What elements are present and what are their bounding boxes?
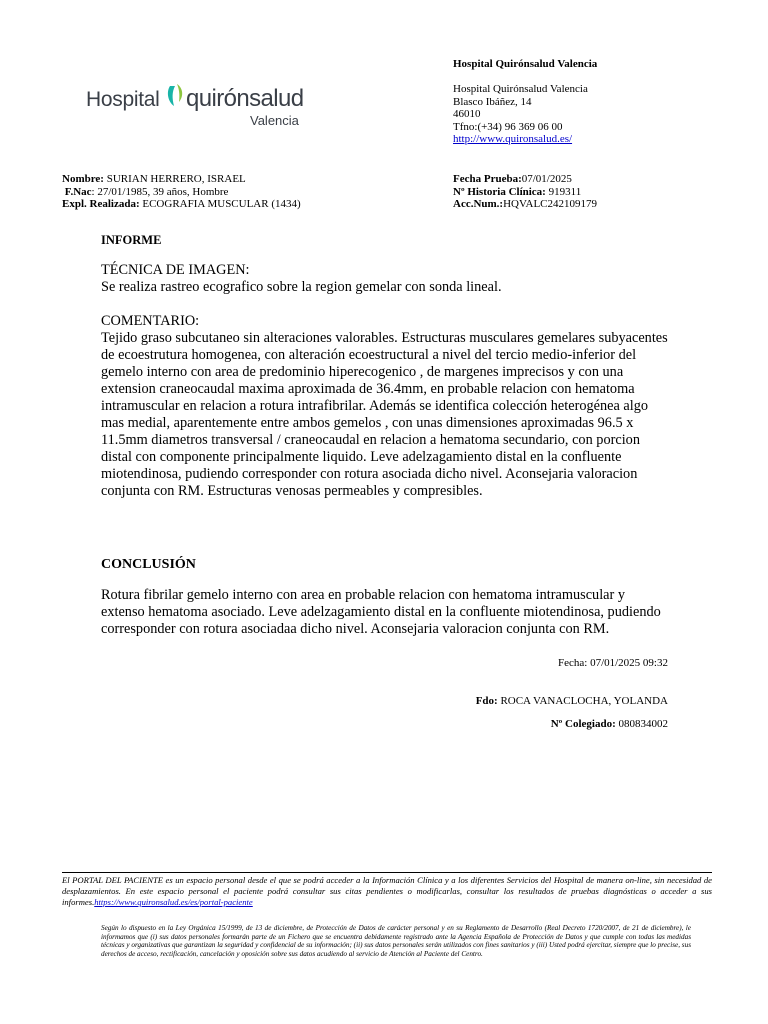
history-number: 919311 (548, 185, 582, 198)
portal-link[interactable]: https://www.quironsalud.es/es/portal-paciente (94, 897, 253, 907)
comment-title: COMENTARIO: (101, 313, 200, 329)
portal-text: El PORTAL DEL PACIENTE es un espacio personal desde el que se podrá acceder a la Información Clínica y a los diferentes Servicios del Hospital de manera on-line, sin necesidad de desplazamientos. En este espacio personal el paciente podrá consultar sus citas pendientes o modificarlas, consultar los resultados de pruebas diagnósticas o acceder a sus informes. (62, 875, 712, 907)
technique-title: TÉCNICA DE IMAGEN: (101, 262, 250, 278)
hospital-street: Blasco Ibáñez, 14 (453, 95, 532, 108)
signature-line (476, 695, 668, 707)
exam-date: 07/01/2025 (521, 173, 572, 185)
patient-dob: : 27/01/1985, 39 años, Hombre (91, 185, 229, 198)
hospital-website-link[interactable]: http://www.quironsalud.es/ (453, 133, 573, 145)
comment-text: Tejido graso subcutaneo sin alteraciones valorables. Estructuras musculares gemelares subyacentes de ecoestrutura homogenea, con alteración ecoestructural a nivel del tercio medio-inferior del gemelo interno con area de predominio hiperecogenico , de margenes imprecisos y con una extension craneocaudal maxima aproximada de 36.4mm, en probable relacion con hematoma intramuscular en relacion a rotura intrafibrilar. Además se identifica colección heterogénea algo mas medial, aparentemente entre ambos gemelos , con unas dimensiones aproximadas 96.5 x 11.5mm diametros transversal / craneocaudal en relacion a hematoma secundario, con porcion distal con componente principalmente liquido. Leve adelzagamiento distal en la confluente miotendinosa, pudiendo corresponder con rotura asociada dicho nivel. Aconsejaria valoracion conjunta con RM. Estructuras venosas permeables y compresibles. (101, 330, 668, 499)
exam-info (453, 173, 597, 211)
hospital-logo (86, 80, 316, 130)
conclusion-title: CONCLUSIÓN (101, 557, 196, 572)
hospital-zip: 46010 (453, 108, 481, 120)
patient-name-label: Nombre: (62, 173, 104, 185)
signed-label: Fdo: (475, 695, 498, 707)
colegiado-line (551, 718, 668, 730)
patient-name: SURIAN HERRERO, ISRAEL (106, 173, 246, 185)
exam-label: Expl. Realizada: (62, 198, 140, 210)
legal-notice: Según lo dispuesto en la Ley Orgánica 15/1999, de 13 de diciembre, de Protección de Datos de carácter personal y en su Reglamento de Desarrollo (Real Decreto 1720/2007, de 21 de diciembre), le informamos que (i) sus datos personales formarán parte de un Fichero que se encuentra debidamente registrado ante la Agencia Española de Protección de Datos y que cumple con todas las medidas técnicas y organizativas que garantizan la seguridad y confidencial de su información; (ii) sus datos personales serán utilizados con fines sanitarios y (iii) Usted podrá ejercitar, siempre que lo precise, sus derechos de acceso, rectificación, cancelación y oposición sobre sus datos acudiendo al servicio de Atención al Paciente del Centro. (101, 924, 691, 958)
patient-info (62, 173, 301, 211)
logo-word-valencia: Valencia (250, 113, 299, 128)
exam-name: ECOGRAFIA MUSCULAR (1434) (142, 198, 301, 210)
hospital-phone: Tfno:(+34) 96 369 06 00 (453, 120, 563, 133)
report-heading: INFORME (101, 233, 162, 247)
logo-word-hospital: Hospital (86, 88, 160, 111)
hospital-title: Hospital Quirónsalud Valencia (453, 58, 598, 70)
footer-divider (62, 872, 712, 873)
colegiado-label: Nº Colegiado: (550, 718, 616, 730)
acc-num: HQVALC242109179 (503, 198, 598, 210)
logo-word-quironsalud: quirónsalud (186, 85, 304, 112)
hospital-contact (453, 83, 588, 146)
report-date: Fecha: 07/01/2025 09:32 (558, 657, 668, 669)
quironsalud-leaf-icon (166, 82, 186, 110)
technique-text: Se realiza rastreo ecografico sobre la region gemelar con sonda lineal. (101, 279, 502, 295)
patient-portal-notice (62, 875, 712, 908)
exam-date-label: Fecha Prueba: (453, 173, 522, 185)
conclusion-text: Rotura fibrilar gemelo interno con area en probable relacion con hematoma intramuscular y extenso hematoma asociado. Leve adelzagamiento distal en la confluente miotendinosa, pudiendo corresponder con rotura asociadaa dicho nivel. Aconsejaria valoracion conjunta con RM. (101, 587, 661, 637)
patient-dob-label: F.Nac (64, 185, 92, 198)
hospital-name: Hospital Quirónsalud Valencia (453, 83, 588, 95)
acc-num-label: Acc.Num.: (453, 198, 504, 210)
colegiado-number: 080834002 (618, 718, 668, 730)
comment-section (101, 313, 671, 500)
history-label: Nº Historia Clínica: (453, 185, 546, 198)
signed-name: ROCA VANACLOCHA, YOLANDA (500, 695, 668, 707)
technique-section (101, 262, 671, 296)
